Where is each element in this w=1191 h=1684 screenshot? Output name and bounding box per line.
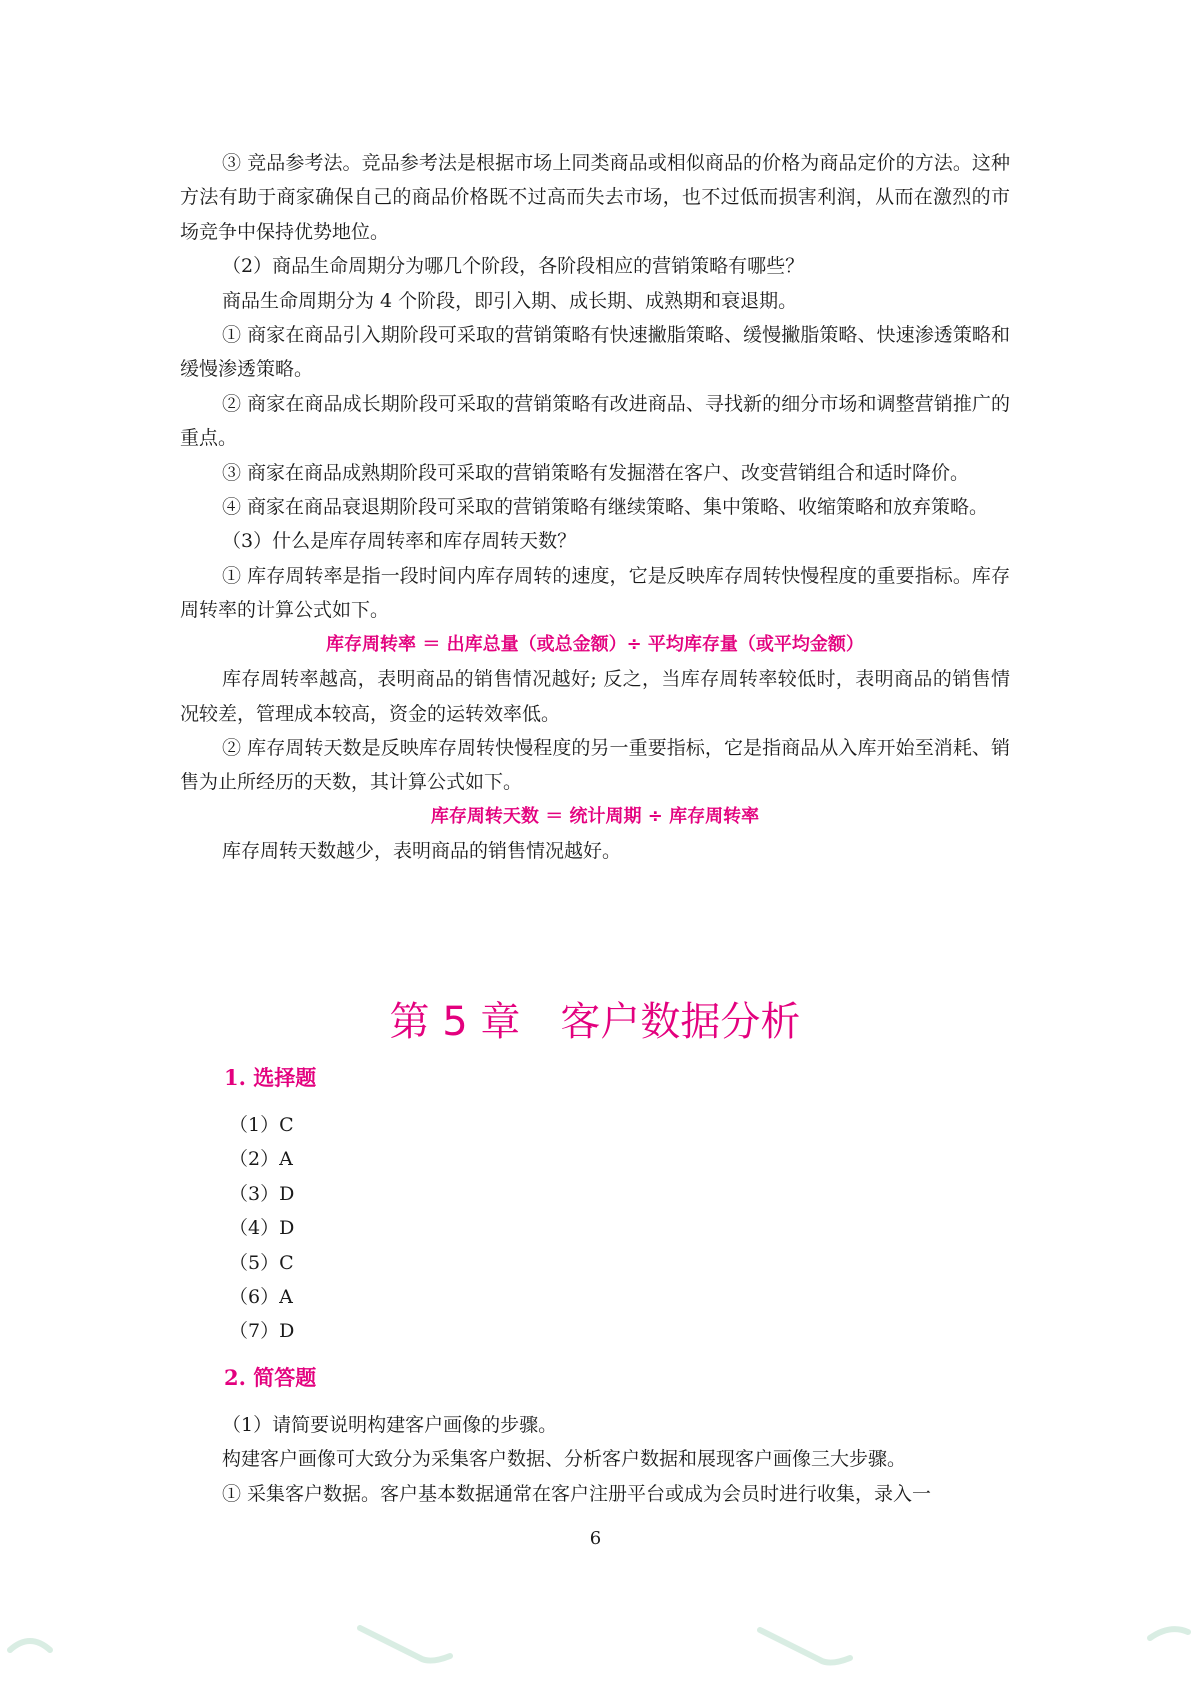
answer-item: （3）D bbox=[229, 1182, 295, 1205]
question-2: （2）商品生命周期分为哪几个阶段，各阶段相应的营销策略有哪些？ bbox=[222, 255, 805, 278]
section-title-choice: 1. 选择题 bbox=[224, 1065, 317, 1090]
section-title-short-answer: 2. 简答题 bbox=[224, 1365, 317, 1390]
paragraph: ① 商家在商品引入期阶段可采取的营销策略有快速撇脂策略、缓慢撇脂策略、快速渗透策略和缓慢渗透策略。 bbox=[180, 324, 1010, 381]
formula-turnover-rate: 库存周转率 ＝ 出库总量（或总金额）÷ 平均库存量（或平均金额） bbox=[326, 633, 864, 655]
body-text-bottom bbox=[180, 1408, 1010, 1511]
paragraph: 库存周转天数越少，表明商品的销售情况越好。 bbox=[222, 840, 622, 863]
answer-item: （5）C bbox=[229, 1251, 294, 1274]
watermark-decoration bbox=[0, 1610, 1191, 1684]
watermark-mark bbox=[360, 1628, 450, 1661]
answer-item: （7）D bbox=[229, 1320, 295, 1343]
question-1: （1）请简要说明构建客户画像的步骤。 bbox=[222, 1414, 558, 1436]
paragraph: ③ 竞品参考法。竞品参考法是根据市场上同类商品或相似商品的价格为商品定价的方法。这种方法有助于商家确保自己的商品价格既不过高而失去市场，也不过低而损害利润，从而在激烈的市场竞争中保持优势地位。 bbox=[180, 152, 1010, 243]
chapter-title: 第 5 章 客户数据分析 bbox=[389, 999, 801, 1045]
question-3: （3）什么是库存周转率和库存周转天数？ bbox=[222, 530, 577, 553]
answer-item: （1）C bbox=[229, 1114, 294, 1136]
paragraph: ② 商家在商品成长期阶段可采取的营销策略有改进商品、寻找新的细分市场和调整营销推广的重点。 bbox=[180, 392, 1010, 450]
paragraph: 构建客户画像可大致分为采集客户数据、分析客户数据和展现客户画像三大步骤。 bbox=[222, 1448, 907, 1471]
paragraph: ④ 商家在商品衰退期阶段可采取的营销策略有继续策略、集中策略、收缩策略和放弃策略。 bbox=[222, 496, 989, 519]
body-text-top bbox=[180, 146, 1010, 869]
paragraph: ① 采集客户数据。客户基本数据通常在客户注册平台或成为会员时进行收集，录入一 bbox=[222, 1482, 932, 1505]
answer-item: （2）A bbox=[229, 1148, 293, 1171]
watermark-mark bbox=[10, 1641, 50, 1650]
formula-turnover-days: 库存周转天数 ＝ 统计周期 ÷ 库存周转率 bbox=[430, 805, 760, 827]
answer-item: （6）A bbox=[229, 1286, 293, 1309]
page-number: 6 bbox=[589, 1528, 602, 1549]
paragraph: ② 库存周转天数是反映库存周转快慢程度的另一重要指标，它是指商品从入库开始至消耗、销售为止所经历的天数，其计算公式如下。 bbox=[180, 736, 1010, 794]
watermark-mark bbox=[1150, 1629, 1188, 1638]
paragraph: ① 库存周转率是指一段时间内库存周转的速度，它是反映库存周转快慢程度的重要指标。库存周转率的计算公式如下。 bbox=[180, 564, 1010, 622]
answer-item: （4）D bbox=[229, 1217, 295, 1240]
answer-list bbox=[229, 1108, 294, 1349]
paragraph: 库存周转率越高，表明商品的销售情况越好; 反之，当库存周转率较低时，表明商品的销售情况较差，管理成本较高，资金的运转效率低。 bbox=[180, 668, 1010, 725]
paragraph: 商品生命周期分为 4 个阶段，即引入期、成长期、成熟期和衰退期。 bbox=[222, 289, 798, 312]
paragraph: ③ 商家在商品成熟期阶段可采取的营销策略有发掘潜在客户、改变营销组合和适时降价。 bbox=[222, 461, 970, 484]
watermark-mark bbox=[760, 1630, 850, 1663]
